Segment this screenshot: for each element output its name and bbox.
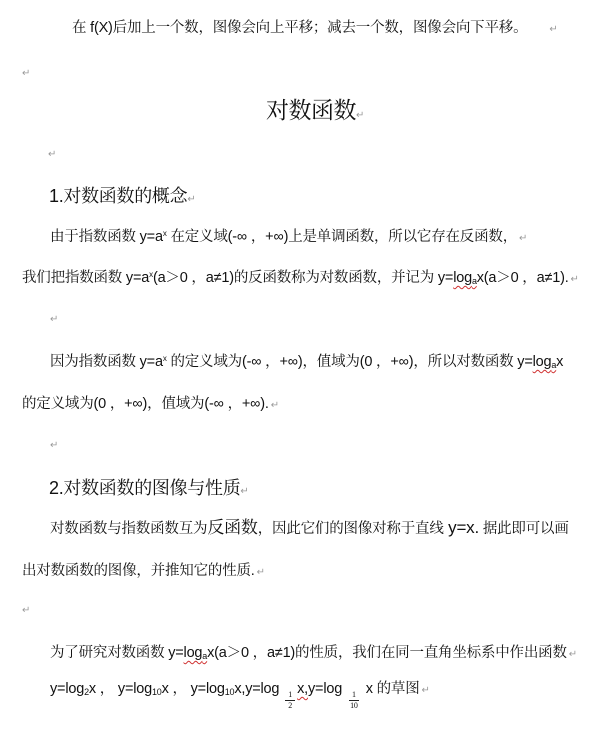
text-run: x xyxy=(556,354,564,370)
text-run: y=log xyxy=(308,681,346,697)
paragraph-mark-icon: ↵ xyxy=(48,149,57,160)
paragraph-domain-range-cont xyxy=(22,394,279,416)
fraction-one-tenth xyxy=(346,679,362,710)
title-text: 对数函数 xyxy=(266,97,356,123)
text-run: y=log xyxy=(114,681,152,697)
heading-text: 1.对数函数的概念 xyxy=(49,186,188,206)
paragraph-definition-2 xyxy=(22,268,579,290)
text-run: 我们把指数函数 y=a xyxy=(22,270,150,286)
log-text: log xyxy=(183,645,203,661)
text-run: ，因此它们的图像对称于直线 xyxy=(257,521,444,537)
paragraph-function-list xyxy=(50,679,430,710)
fraction-denominator: 2 xyxy=(288,701,293,710)
text-run-large: y=x. xyxy=(443,518,479,537)
page-title xyxy=(266,95,364,131)
paragraph-inverse xyxy=(50,518,569,539)
text-run: 对数函数与指数函数互为 xyxy=(50,521,208,537)
paragraph-mark-icon: ↵ xyxy=(256,567,265,578)
text-run: 的定义域为(0 ，+∞)，值域为(-∞ ，+∞). xyxy=(22,396,269,412)
text-run: x ， xyxy=(88,681,115,697)
paragraph-mark-icon: ↵ xyxy=(519,233,528,244)
paragraph-mark-icon: ↵ xyxy=(187,194,196,205)
fraction-one-half xyxy=(283,679,297,710)
log-text: log xyxy=(532,354,552,370)
fraction-numerator: 1 xyxy=(352,690,356,699)
section-heading-concept xyxy=(49,184,195,212)
paragraph-mark-icon: ↵ xyxy=(549,24,558,35)
spellcheck-word xyxy=(533,354,557,370)
text-run: 的定义域为(-∞ ，+∞)，值域为(0 ，+∞)，所以对数函数 y= xyxy=(166,354,533,370)
text-run: y=log xyxy=(50,681,85,697)
intro-text: 在 f(X)后加上一个数，图像会向上平移；减去一个数，图像会向下平移。 xyxy=(72,20,528,36)
spellcheck-word xyxy=(184,645,208,661)
paragraph-study xyxy=(50,643,577,665)
spellcheck-word xyxy=(453,270,477,286)
text-run: 据此即可以画 xyxy=(479,521,569,537)
superscript-x: x xyxy=(162,229,167,238)
log-base: 10 xyxy=(151,687,162,697)
log-base: 2 xyxy=(84,687,89,697)
text-run: 由于指数函数 y=a xyxy=(50,229,163,245)
section-heading-graph-properties xyxy=(49,476,249,504)
text-run: y=log xyxy=(186,681,225,697)
paragraph-mark-icon: ↵ xyxy=(22,605,31,616)
text-run: 出对数函数的图像，并推知它的性质. xyxy=(22,563,255,579)
text-run: x(a＞0 ，a≠1). xyxy=(476,270,569,286)
log-base: 10 xyxy=(224,687,235,697)
text-run: x ， xyxy=(161,681,187,697)
text-run: 在定义域(-∞ ，+∞)上是单调函数，所以它存在反函数， xyxy=(166,229,518,245)
text-run: 为了研究对数函数 y= xyxy=(50,645,184,661)
text-run: (a＞0 ，a≠1)的反函数称为对数函数，并记为 y= xyxy=(152,270,454,286)
paragraph-mark-icon: ↵ xyxy=(356,110,364,121)
log-text: log xyxy=(453,270,472,286)
heading-text: 2.对数函数的图像与性质 xyxy=(49,478,241,498)
fraction-numerator: 1 xyxy=(288,690,293,699)
paragraph-mark-icon: ↵ xyxy=(50,314,59,325)
log-base: a xyxy=(471,276,477,286)
fraction-denominator: 10 xyxy=(350,701,358,710)
paragraph-mark-icon: ↵ xyxy=(570,274,579,285)
paragraph-inverse-cont xyxy=(22,561,265,583)
spellcheck-word: x, xyxy=(297,681,308,697)
paragraph-mark-icon: ↵ xyxy=(50,440,59,451)
log-base: a xyxy=(551,360,557,370)
paragraph-mark-icon: ↵ xyxy=(240,486,249,497)
log-base: a xyxy=(202,651,208,661)
superscript-x: x xyxy=(149,270,153,279)
superscript-x: x xyxy=(162,354,167,363)
paragraph-mark-icon: ↵ xyxy=(22,68,31,79)
text-run: 因为指数函数 y=a xyxy=(50,354,163,370)
text-run: x 的草图 xyxy=(361,681,420,697)
paragraph-definition-1 xyxy=(50,227,527,249)
paragraph-mark-icon: ↵ xyxy=(421,685,430,696)
text-run-large: 反函数 xyxy=(207,518,258,537)
paragraph-domain-range xyxy=(50,352,563,372)
intro-line xyxy=(72,18,558,40)
text-run: x,y=log xyxy=(234,681,284,697)
text-run: x(a＞0 ，a≠1)的性质，我们在同一直角坐标系中作出函数 xyxy=(207,645,567,661)
paragraph-mark-icon: ↵ xyxy=(270,400,279,411)
paragraph-mark-icon: ↵ xyxy=(568,649,577,660)
